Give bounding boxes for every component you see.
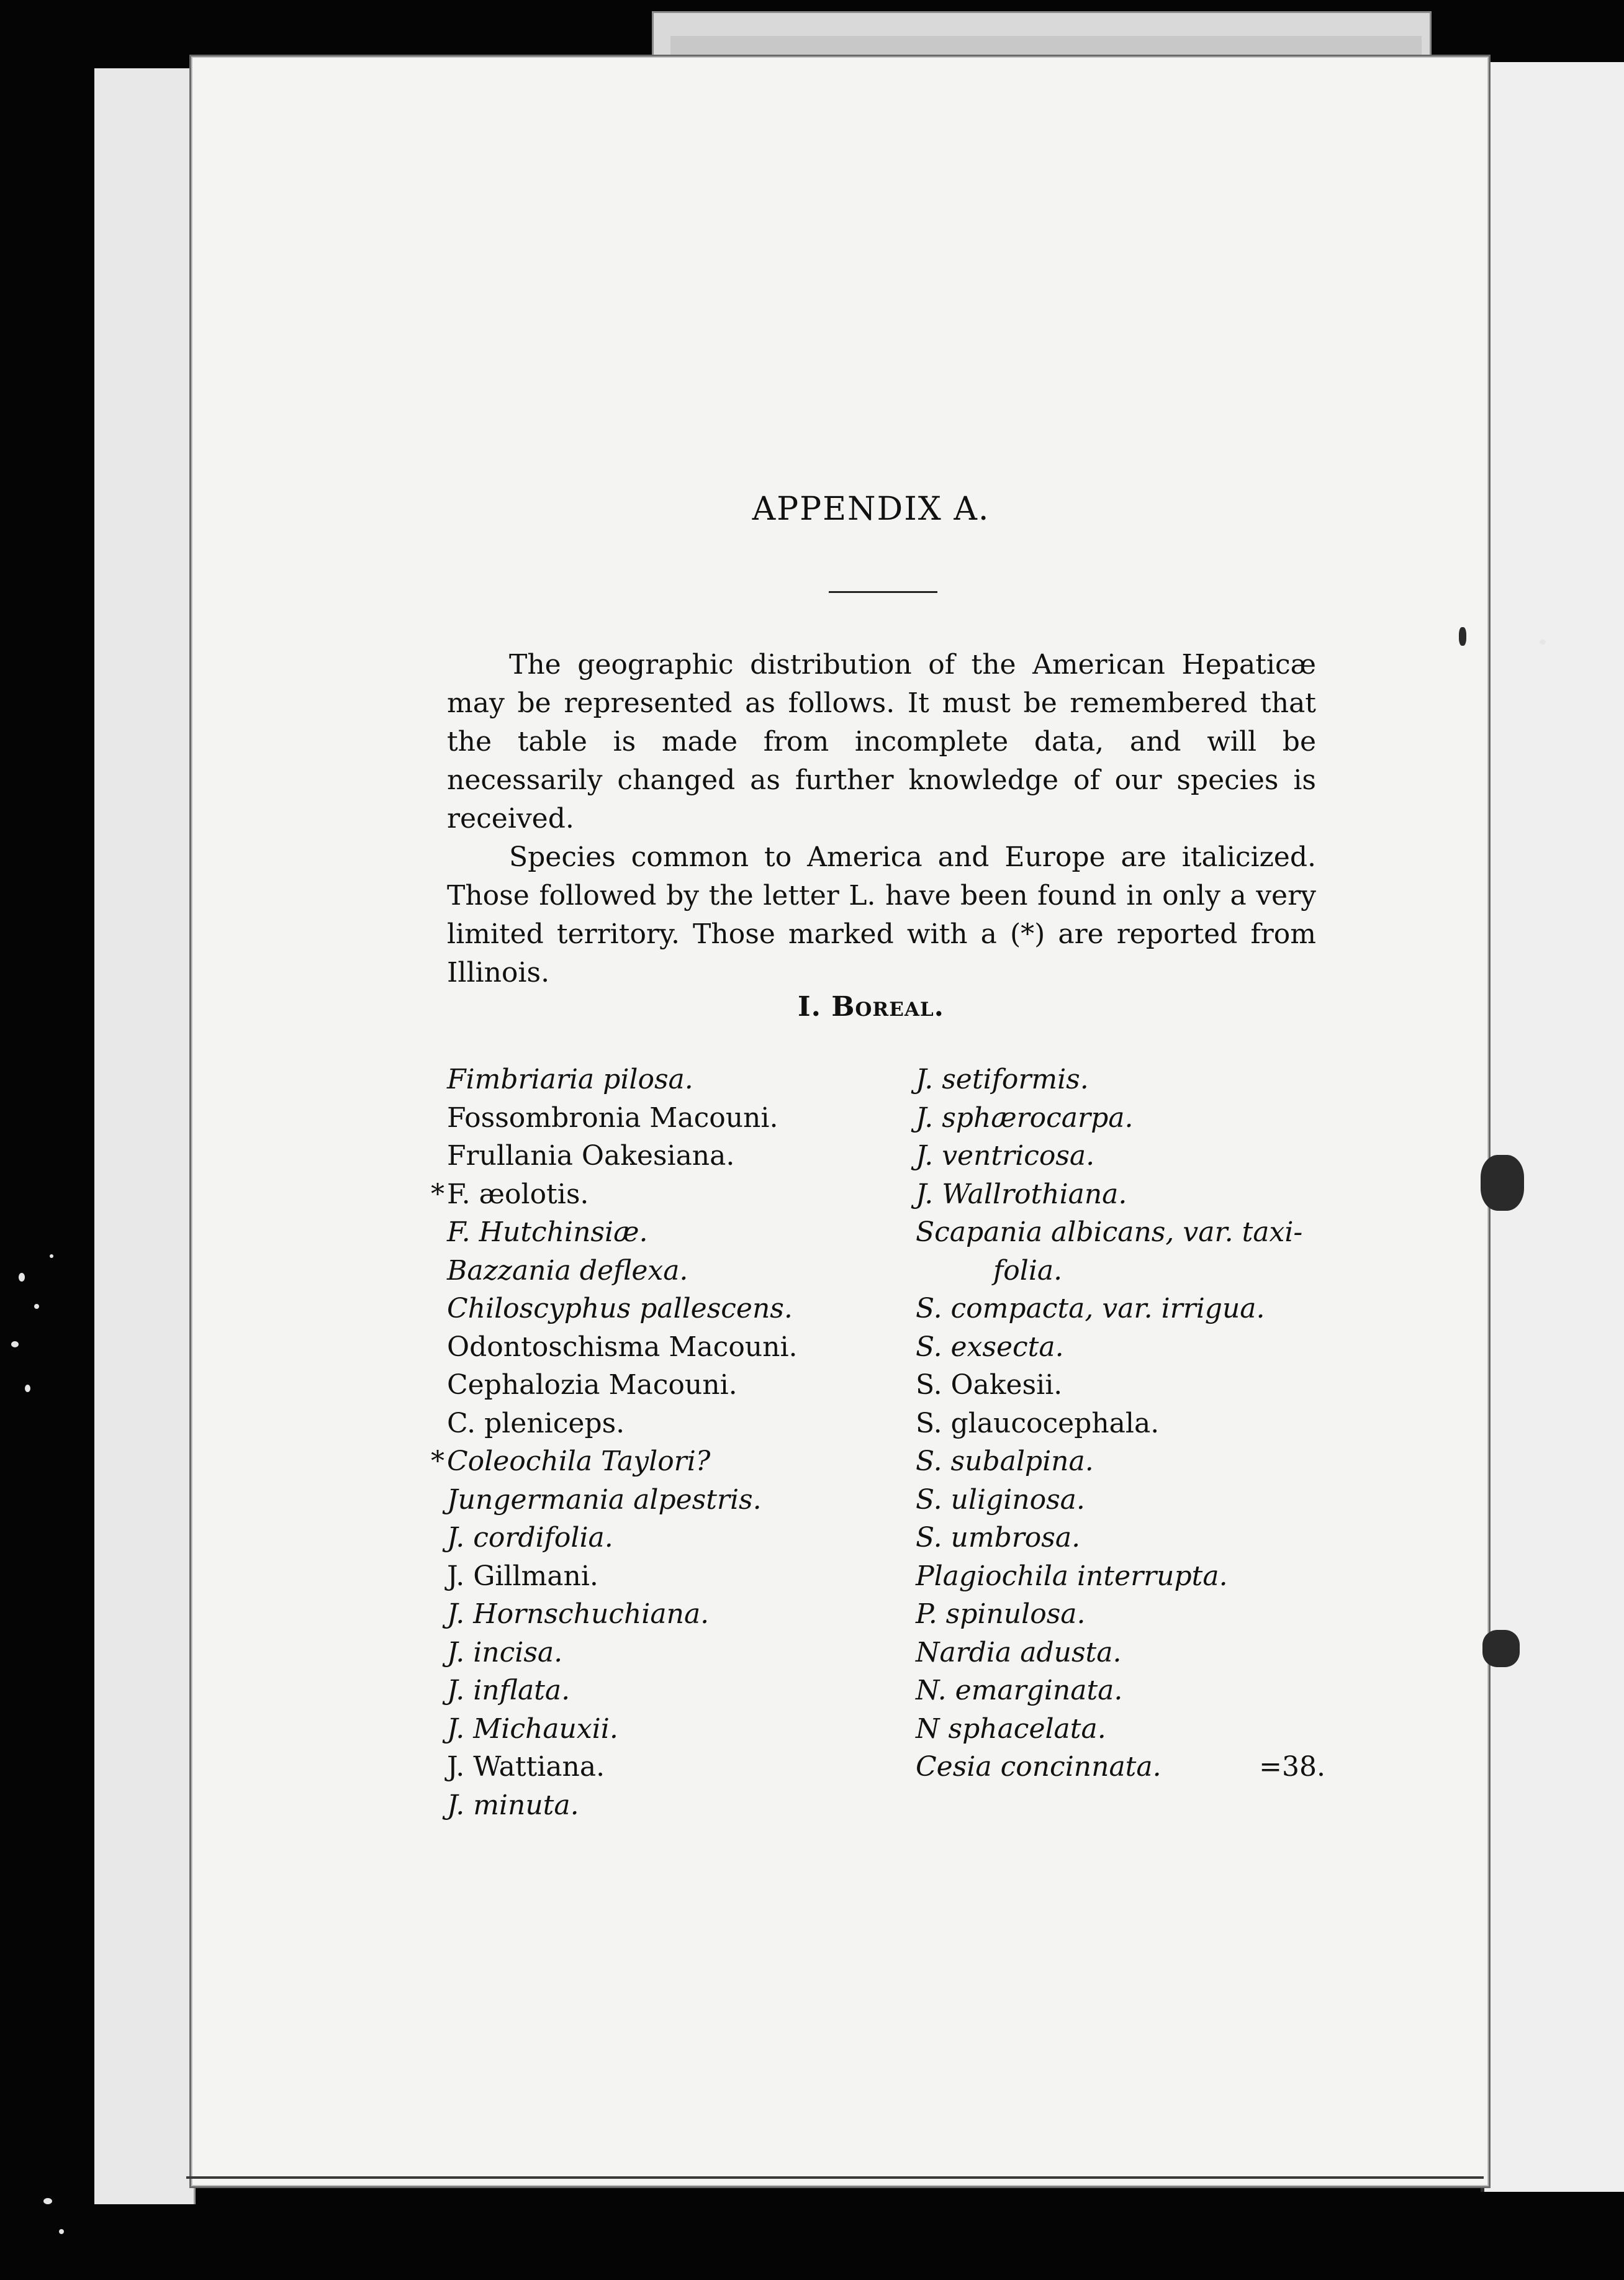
list-item: S. glaucocephala.	[916, 1407, 1160, 1439]
list-item: J. cordifolia.	[447, 1522, 613, 1554]
intro-paragraph-1: The geographic distribution of the American Hepaticæ may be represented as follows. It must be remembered that the table is made from incomplete data, and will be necessarily changed as further knowledge of our species is received.	[447, 649, 1316, 835]
list-item: J. setiformis.	[916, 1064, 1089, 1095]
list-item: Cephalozia Macouni.	[447, 1369, 738, 1401]
list-item: S. umbrosa.	[916, 1522, 1081, 1554]
page-bottom-edge	[186, 2176, 1484, 2179]
list-item: J. minuta.	[447, 1789, 579, 1821]
list-item: Nardia adusta.	[916, 1636, 1122, 1668]
illinois-marker: *	[431, 1178, 444, 1210]
list-item: J. Michauxii.	[447, 1712, 618, 1745]
list-item: J. incisa.	[447, 1636, 563, 1668]
list-item: J. Wattiana.	[447, 1751, 605, 1783]
scan-speck	[1540, 640, 1546, 645]
list-item: J. sphærocarpa.	[916, 1102, 1134, 1134]
species-list-right	[916, 1061, 1325, 1786]
section-name: Boreal.	[831, 991, 944, 1023]
title-divider	[829, 591, 937, 593]
species-list-left	[431, 1061, 894, 1824]
binding-thread-mark	[1481, 1155, 1524, 1211]
list-item: Jungermania alpestris.	[447, 1483, 762, 1516]
binding-thread-mark	[1482, 1630, 1520, 1667]
scan-speck	[11, 1341, 19, 1347]
list-item: F. Hutchinsiæ.	[447, 1216, 648, 1248]
scan-speck	[43, 2198, 52, 2204]
list-item: Frullania Oakesiana.	[447, 1140, 735, 1172]
list-item: N sphacelata.	[916, 1712, 1106, 1745]
list-item: C. pleniceps.	[447, 1407, 625, 1439]
section-number: I.	[798, 991, 821, 1023]
list-item: * Coleochila Taylori?	[447, 1442, 894, 1481]
list-item: Bazzania deflexa.	[447, 1254, 688, 1287]
list-item: S. Oakesii.	[916, 1369, 1063, 1401]
scan-speck	[25, 1385, 30, 1392]
scan-speck	[59, 2229, 64, 2234]
list-item: S. uliginosa.	[916, 1483, 1085, 1516]
section-heading	[0, 991, 1624, 1023]
list-item: Cesia concinnata. =38.	[916, 1748, 1325, 1786]
list-item: Scapania albicans, var. taxi-	[916, 1216, 1303, 1248]
list-item: J. inflata.	[447, 1675, 571, 1706]
scan-speck	[50, 1254, 53, 1258]
list-item: J. Hornschuchiana.	[447, 1598, 710, 1630]
list-item: J. Gillmani.	[447, 1560, 598, 1592]
list-item: Odontoschisma Macouni.	[447, 1331, 798, 1363]
list-item: J. Wallrothiana.	[916, 1178, 1127, 1210]
illinois-marker: *	[431, 1445, 444, 1477]
list-item: S. subalpina.	[916, 1445, 1094, 1477]
list-item: P. spinulosa.	[916, 1598, 1086, 1630]
list-item: Fimbriaria pilosa.	[447, 1064, 693, 1095]
intro-paragraph-2: Species common to America and Europe are italicized. Those followed by the letter L. have been found in only a very limited territory. Those marked with a (*) are reported from Illinois.	[447, 841, 1316, 988]
list-item: Chiloscyphus pallescens.	[447, 1293, 793, 1324]
scan-speck	[19, 1273, 25, 1282]
list-item-continuation: folia.	[993, 1254, 1063, 1287]
page-speck	[1459, 627, 1466, 646]
species-total: =38.	[1259, 1751, 1325, 1783]
list-item: N. emarginata.	[916, 1675, 1123, 1706]
back-sheet-right	[1481, 62, 1624, 2192]
list-item: * F. æolotis.	[447, 1175, 894, 1214]
list-item: J. ventricosa.	[916, 1140, 1095, 1172]
list-item: Plagiochila interrupta.	[916, 1560, 1228, 1592]
list-item: Fossombronia Macouni.	[447, 1102, 778, 1134]
appendix-title: APPENDIX A.	[752, 491, 990, 528]
list-item: S. exsecta.	[916, 1331, 1064, 1363]
list-item: S. compacta, var. irrigua.	[916, 1293, 1265, 1324]
scan-speck	[34, 1304, 39, 1309]
intro-text	[447, 646, 1316, 992]
back-sheet-left	[94, 68, 196, 2204]
